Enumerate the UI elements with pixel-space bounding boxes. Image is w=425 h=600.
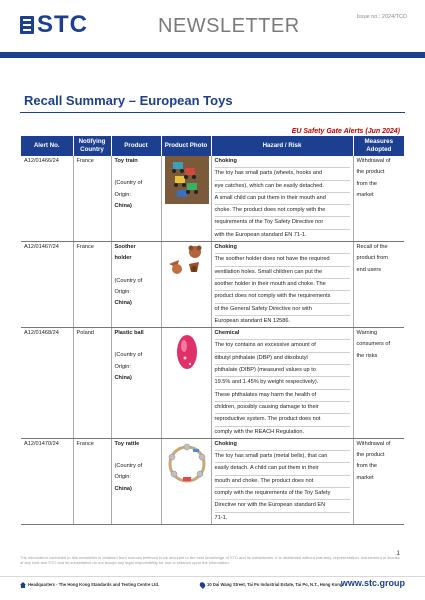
measure-line: Withdrawal of: [356, 440, 391, 447]
hazard-title: Choking: [215, 156, 350, 168]
origin-label: (Country of: [114, 277, 143, 284]
product-name-2: holder: [114, 255, 132, 262]
hazard-line: comply with the requirements of the Toy Safety: [215, 488, 350, 500]
measure-line: the risks: [356, 352, 378, 359]
hazard-line: phthalate (DIBP) (measured values up to: [215, 365, 350, 377]
headquarters-text: Headquarters - The Hong Kong Standards and Testing Centre Ltd.: [28, 582, 160, 588]
header-hazard: Hazard / Risk: [211, 136, 353, 156]
header-country: Notifying Country: [73, 136, 111, 156]
stc-logo-icon: [20, 16, 34, 34]
hazard-line: European standard EN 12586.: [214, 317, 291, 324]
alert-no-cell: A12/01468/24: [21, 328, 73, 439]
country-cell: France: [73, 242, 111, 328]
hazard-line: Directive nor with the European standard EN: [215, 500, 350, 512]
alert-reference: EU Safety Gate Alerts (Jun 2024): [291, 128, 400, 135]
toy-rattle-photo: [165, 439, 209, 489]
origin-label: (Country of: [114, 180, 143, 187]
measure-line: Recall of the: [356, 244, 388, 251]
country-cell: France: [73, 156, 111, 242]
measure-line: end users: [356, 266, 382, 273]
measure-line: market: [356, 474, 374, 481]
hazard-title: Choking: [215, 242, 350, 254]
origin-label: (Country of: [114, 463, 143, 470]
page-number: 1: [396, 550, 400, 557]
measure-line: consumers of: [356, 341, 391, 348]
origin-country: China): [114, 375, 132, 382]
country-cell: Poland: [73, 328, 111, 439]
origin-label-2: Origin:: [114, 191, 131, 198]
hazard-line: These phthalates may harm the health of: [215, 390, 350, 402]
product-cell: [111, 156, 161, 242]
origin-country: China): [114, 300, 132, 307]
table-header-row: [21, 136, 404, 156]
measure-line: the product: [356, 169, 385, 176]
origin-country: China): [114, 202, 132, 209]
alert-no-cell: A12/01470/24: [21, 438, 73, 524]
origin-country: China): [114, 485, 132, 492]
table-row: [21, 156, 404, 242]
origin-label: (Country of: [114, 352, 143, 359]
hazard-line: requirements of the Toy Safety Directive nor: [215, 217, 350, 229]
measure-line: Withdrawal of: [356, 158, 391, 164]
table-row: [21, 438, 404, 524]
header-divider: [0, 52, 425, 58]
photo-cell: [161, 156, 211, 242]
hazard-line: The toy contains an excessive amount of: [215, 340, 350, 352]
measure-line: market: [356, 191, 374, 198]
origin-label-2: Origin:: [114, 288, 131, 295]
measure-line: from the: [356, 180, 378, 187]
hazard-line: product does not comply with the requirements: [215, 291, 350, 303]
soother-holder-photo: [165, 242, 209, 282]
newsletter-header: [0, 0, 425, 52]
hazard-line: 71-1.: [214, 514, 228, 521]
measure-line: Warning: [356, 330, 378, 337]
photo-cell: [161, 242, 211, 328]
measure-line: the product: [356, 452, 385, 459]
measures-cell: [353, 438, 404, 524]
product-name: Plastic ball: [114, 330, 144, 337]
photo-cell: [161, 328, 211, 439]
stc-logo-text: STC: [37, 11, 88, 38]
hazard-line: 19.5% and 1.45% by weight respectively).: [215, 377, 350, 389]
hazard-line: dibutyl phthalate (DBP) and diisobutyl: [215, 353, 350, 365]
plastic-ball-photo: [165, 328, 209, 376]
hazard-line: soother holder in their mouth and choke. The: [215, 279, 350, 291]
title-underline: [20, 112, 405, 113]
hazard-line: easily detach. A child can put them in their: [215, 463, 350, 475]
hazard-cell: [211, 328, 353, 439]
header-photo: Product Photo: [161, 136, 211, 156]
hazard-line: mouth and choke. The product does not: [215, 476, 350, 488]
alert-no-cell: A12/01467/24: [21, 242, 73, 328]
footer-address: [200, 582, 342, 588]
hazard-line: reproductive system. The product does not: [215, 414, 350, 426]
hazard-line: eye catches), which can be easily detached.: [215, 181, 350, 193]
header-alert-no: Alert No.: [21, 136, 73, 156]
measure-line: from the: [356, 463, 378, 470]
hazard-title: Chemical: [215, 328, 350, 340]
recall-table: [21, 136, 404, 525]
page-title: Recall Summary – European Toys: [24, 93, 233, 108]
toy-train-photo: [165, 156, 209, 204]
hazard-line: The toy has small parts (wheels, hooks and: [215, 168, 350, 180]
hazard-title: Choking: [215, 439, 350, 451]
hazard-cell: [211, 242, 353, 328]
hazard-line: ventilation holes. Small children can put the: [215, 267, 350, 279]
footer-divider: [0, 576, 425, 577]
website-link[interactable]: www.stc.group: [340, 578, 405, 588]
disclaimer-text: The information contained in this newsletter is obtained from sources believed to be accurate to the best knowledge of STC and its subsidiaries. It is distributed without warranty, representation, inducement or license of any kind and STC and its subsidiaries do not accept any legal responsibility for use or reliance upon the information.: [20, 555, 400, 565]
hazard-line: children, possibly causing damage to their: [215, 402, 350, 414]
product-name: Toy rattle: [114, 440, 140, 447]
footer-headquarters: [20, 582, 159, 588]
table-row: [21, 242, 404, 328]
hazard-cell: [211, 438, 353, 524]
issue-number: Issue no.: 2024/TCD: [356, 14, 407, 20]
hazard-line: with the European standard EN 71-1.: [214, 231, 307, 238]
header-product: Product: [111, 136, 161, 156]
measures-cell: [353, 156, 404, 242]
country-cell: France: [73, 438, 111, 524]
origin-label-2: Origin:: [114, 474, 131, 481]
hazard-line: The soother holder does not have the required: [215, 254, 350, 266]
hazard-line: choke. The product does not comply with the: [215, 205, 350, 217]
measures-cell: [353, 328, 404, 439]
location-pin-icon: [199, 581, 207, 589]
hazard-line: A small child can put them in their mouth and: [215, 193, 350, 205]
alert-no-cell: A12/01466/24: [21, 156, 73, 242]
product-cell: [111, 242, 161, 328]
hazard-line: comply with the REACH Regulation.: [214, 428, 305, 435]
table-row: [21, 328, 404, 439]
hazard-line: The toy has small parts (metal bells), that can: [215, 451, 350, 463]
header-measures: Measures Adopted: [353, 136, 404, 156]
hazard-cell: [211, 156, 353, 242]
hazard-line: of the General Safety Directive nor with: [215, 304, 350, 316]
measures-cell: [353, 242, 404, 328]
address-text: 10 Dai Wang Street, Tai Po Industrial Estate, Tai Po, N.T., Hong Kong: [207, 582, 343, 588]
product-name: Soother: [114, 244, 136, 251]
product-name: Toy train: [114, 158, 138, 164]
photo-cell: [161, 438, 211, 524]
product-cell: [111, 438, 161, 524]
newsletter-label: NEWSLETTER: [158, 15, 300, 37]
measure-line: product from: [356, 255, 388, 262]
product-cell: [111, 328, 161, 439]
origin-label-2: Origin:: [114, 363, 131, 370]
home-icon: [20, 582, 26, 588]
